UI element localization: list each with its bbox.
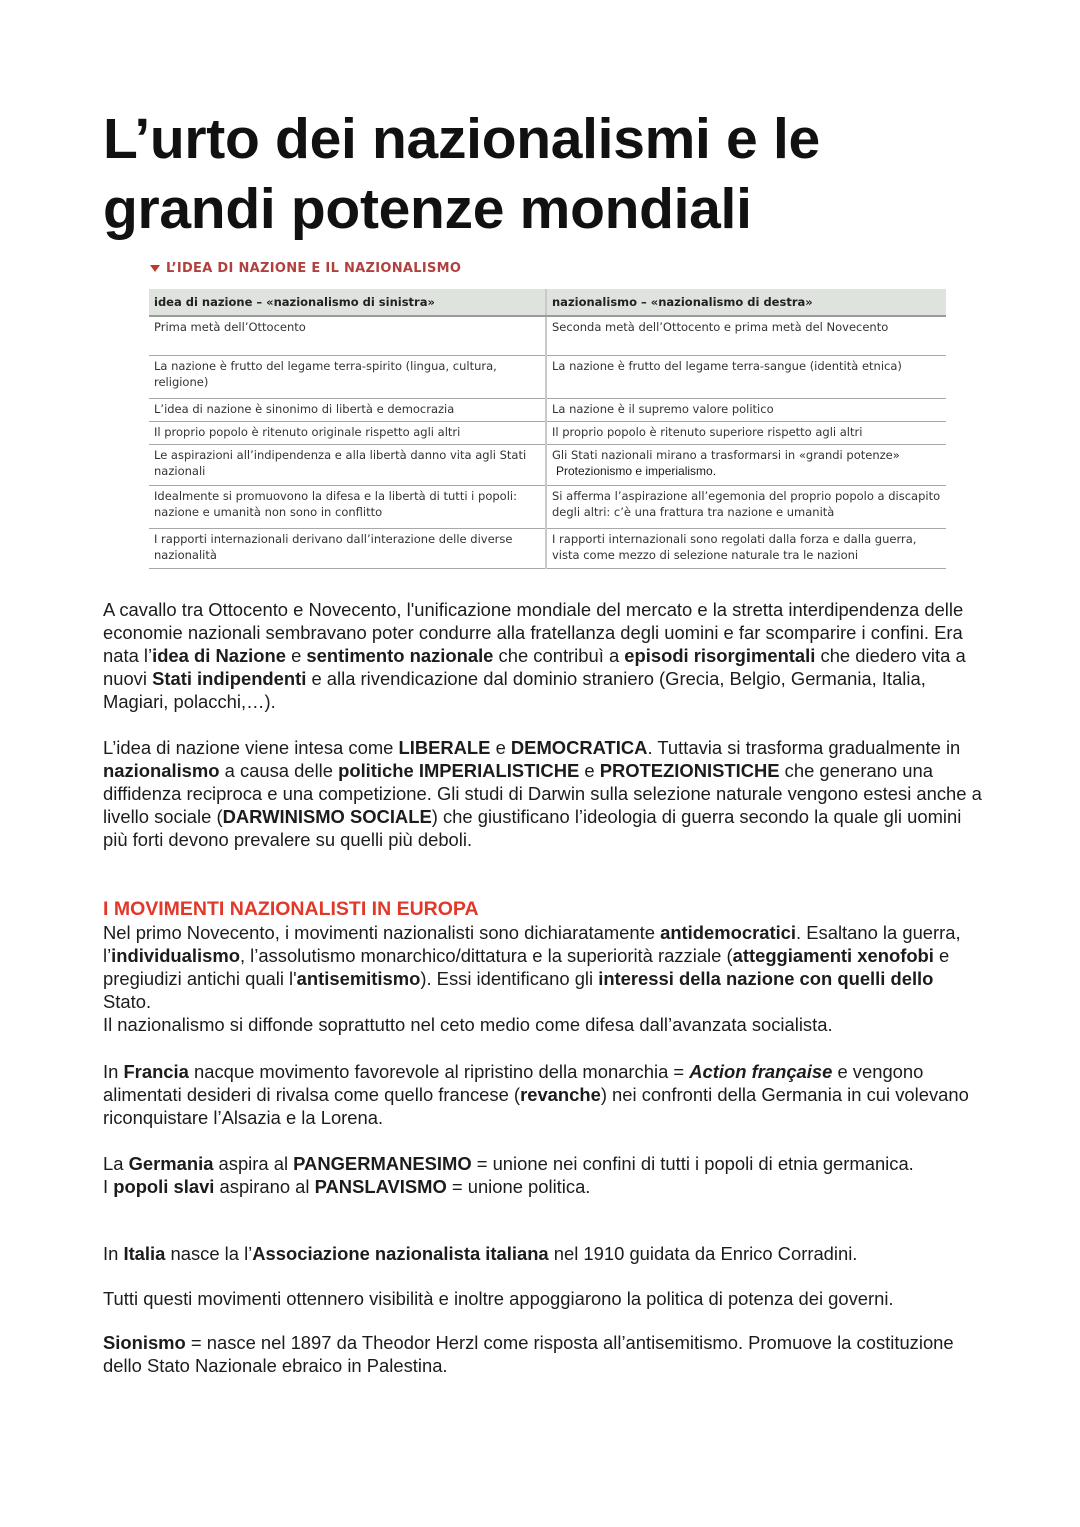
paragraph-text: Sionismo = nasce nel 1897 da Theodor Herzl come risposta all’antisemitismo. Promuove la costituzione dello Stato Nazionale ebraico in Palestina. [103,1332,954,1376]
table-cell: Si afferma l’aspirazione all’egemonia del proprio popolo a discapito degli altri: c’è una frattura tra nazione e umanità [546,486,946,529]
bold-term: individualismo [111,945,240,966]
bold-term: DARWINISMO SOCIALE [222,806,432,827]
bold-term: nazionalismo [103,760,220,781]
bold-term: antisemitismo [296,968,421,989]
bold-term: LIBERALE [398,737,491,758]
paragraph-italy [103,1242,983,1265]
paragraph-text: La Germania aspira al PANGERMANESIMO = unione nei confini di tutti i popoli di etnia germanica. [103,1153,914,1174]
bold-term: Sionismo [103,1332,186,1353]
paragraph-intro [103,598,983,713]
table-cell: La nazione è frutto del legame terra-sangue (identità etnica) [546,356,946,399]
bold-term: Germania [128,1153,214,1174]
bold-term: Italia [123,1243,166,1264]
table-cell: Seconda metà dell’Ottocento e prima metà del Novecento [546,316,946,356]
handwritten-note: Protezionismo e imperialismo. [556,463,717,478]
table-cell: Le aspirazioni all’indipendenza e alla libertà danno vita agli Stati nazionali [149,445,546,486]
paragraph-zionism [103,1331,983,1377]
table-row [149,316,946,356]
table-cell: La nazione è frutto del legame terra-spirito (lingua, cultura, religione) [149,356,546,399]
bold-term: Stati indipendenti [152,668,307,689]
table-row [149,399,946,422]
paragraph-text: In Francia nacque movimento favorevole al ripristino della monarchia = Action française e vengono alimentati desideri di rivalsa come quello francese (revanche) nei confronti della Germania in cui volevano riconquistare l’Alsazia e la Lorena. [103,1061,969,1128]
table-row [149,529,946,569]
bold-term: DEMOCRATICA [510,737,648,758]
table-cell: I rapporti internazionali sono regolati dalla forza e dalla guerra, vista come mezzo di selezione naturale tra le nazioni [546,529,946,569]
bold-term: politiche IMPERIALISTICHE [338,760,580,781]
table-cell [546,445,946,486]
paragraph-text: Nel primo Novecento, i movimenti nazionalisti sono dichiaratamente antidemocratici. Esaltano la guerra, l’individualismo, l’assolutismo monarchico/dittatura e la superiorità razziale (atteggiamenti xenofobi e pregiudizi antichi quali l'antisemitismo). Essi identificano gli interessi della nazione con quelli dello Stato. [103,922,961,1012]
bold-term: antidemocratici [660,922,797,943]
table-row [149,422,946,445]
table-header-cell: idea di nazione – «nazionalismo di sinistra» [149,289,546,316]
paragraph-movements-summary [103,1287,983,1310]
bold-term: idea di Nazione [152,645,286,666]
table-row [149,356,946,399]
table-header-row [149,289,946,316]
table-title [150,261,461,276]
bold-term: interessi della nazione con quelli dello [598,968,934,989]
bold-term: sentimento nazionale [306,645,494,666]
table-title-text: L’IDEA DI NAZIONE E IL NAZIONALISMO [166,261,462,276]
paragraph-france [103,1060,983,1129]
table-cell: La nazione è il supremo valore politico [546,399,946,422]
table-cell: L’idea di nazione è sinonimo di libertà e democrazia [149,399,546,422]
bold-term: Francia [123,1061,189,1082]
paragraph-text: I popoli slavi aspirano al PANSLAVISMO = unione politica. [103,1176,591,1197]
table-header-cell: nazionalismo – «nazionalismo di destra» [546,289,946,316]
bold-term: PANSLAVISMO [314,1176,447,1197]
table-cell: Il proprio popolo è ritenuto originale rispetto agli altri [149,422,546,445]
paragraph-text: Il nazionalismo si diffonde soprattutto nel ceto medio come difesa dall’avanzata socialista. [103,1014,833,1035]
table-row [149,486,946,529]
paragraph-text: A cavallo tra Ottocento e Novecento, l'unificazione mondiale del mercato e la stretta interdipendenza delle economie nazionali sembravano poter condurre alla fratellanza degli uomini e far scomparire i confini. Era nata l’idea di Nazione e sentimento nazionale che contribuì a episodi risorgimentali che diedero vita a nuovi Stati indipendenti e alla rivendicazione dal dominio straniero (Grecia, Belgio, Germania, Italia, Magiari, polacchi,…). [103,599,966,712]
section-title: I MOVIMENTI NAZIONALISTI IN EUROPA [103,898,479,920]
paragraph-germany-slavs [103,1152,983,1198]
bold-term: popoli slavi [113,1176,215,1197]
bold-term: Associazione nazionalista italiana [252,1243,549,1264]
bold-term: episodi risorgimentali [624,645,816,666]
page-title: L’urto dei nazionalismi e le grandi potenze mondiali [103,107,820,241]
paragraph-nation-idea [103,736,983,851]
bold-term: PANGERMANESIMO [293,1153,472,1174]
bold-term: revanche [520,1084,601,1105]
paragraph-text: Tutti questi movimenti ottennero visibilità e inoltre appoggiarono la politica di potenza dei governi. [103,1288,894,1309]
paragraph-text: In Italia nasce la l’Associazione nazionalista italiana nel 1910 guidata da Enrico Corradini. [103,1243,858,1264]
bold-term: atteggiamenti xenofobi [732,945,934,966]
bold-term: PROTEZIONISTICHE [599,760,780,781]
comparison-table [149,289,946,569]
table-row [149,445,946,486]
table-cell: Idealmente si promuovono la difesa e la libertà di tutti i popoli: nazione e umanità non sono in conflitto [149,486,546,529]
table-cell: Prima metà dell’Ottocento [149,316,546,356]
triangle-down-icon [150,265,160,272]
table-cell: Il proprio popolo è ritenuto superiore rispetto agli altri [546,422,946,445]
bold-term: Action française [689,1061,833,1082]
table-cell-text: Gli Stati nazionali mirano a trasformarsi in «grandi potenze» [552,448,900,462]
section-movements [103,897,983,1036]
paragraph-text: L’idea di nazione viene intesa come LIBERALE e DEMOCRATICA. Tuttavia si trasforma gradualmente in nazionalismo a causa delle politiche IMPERIALISTICHE e PROTEZIONISTICHE che generano una diffidenza reciproca e una competizione. Gli studi di Darwin sulla selezione naturale vengono estesi anche a livello sociale (DARWINISMO SOCIALE) che giustificano l’ideologia di guerra secondo la quale gli uomini più forti devono prevalere su quelli più deboli. [103,737,982,850]
table-cell: I rapporti internazionali derivano dall’interazione delle diverse nazionalità [149,529,546,569]
